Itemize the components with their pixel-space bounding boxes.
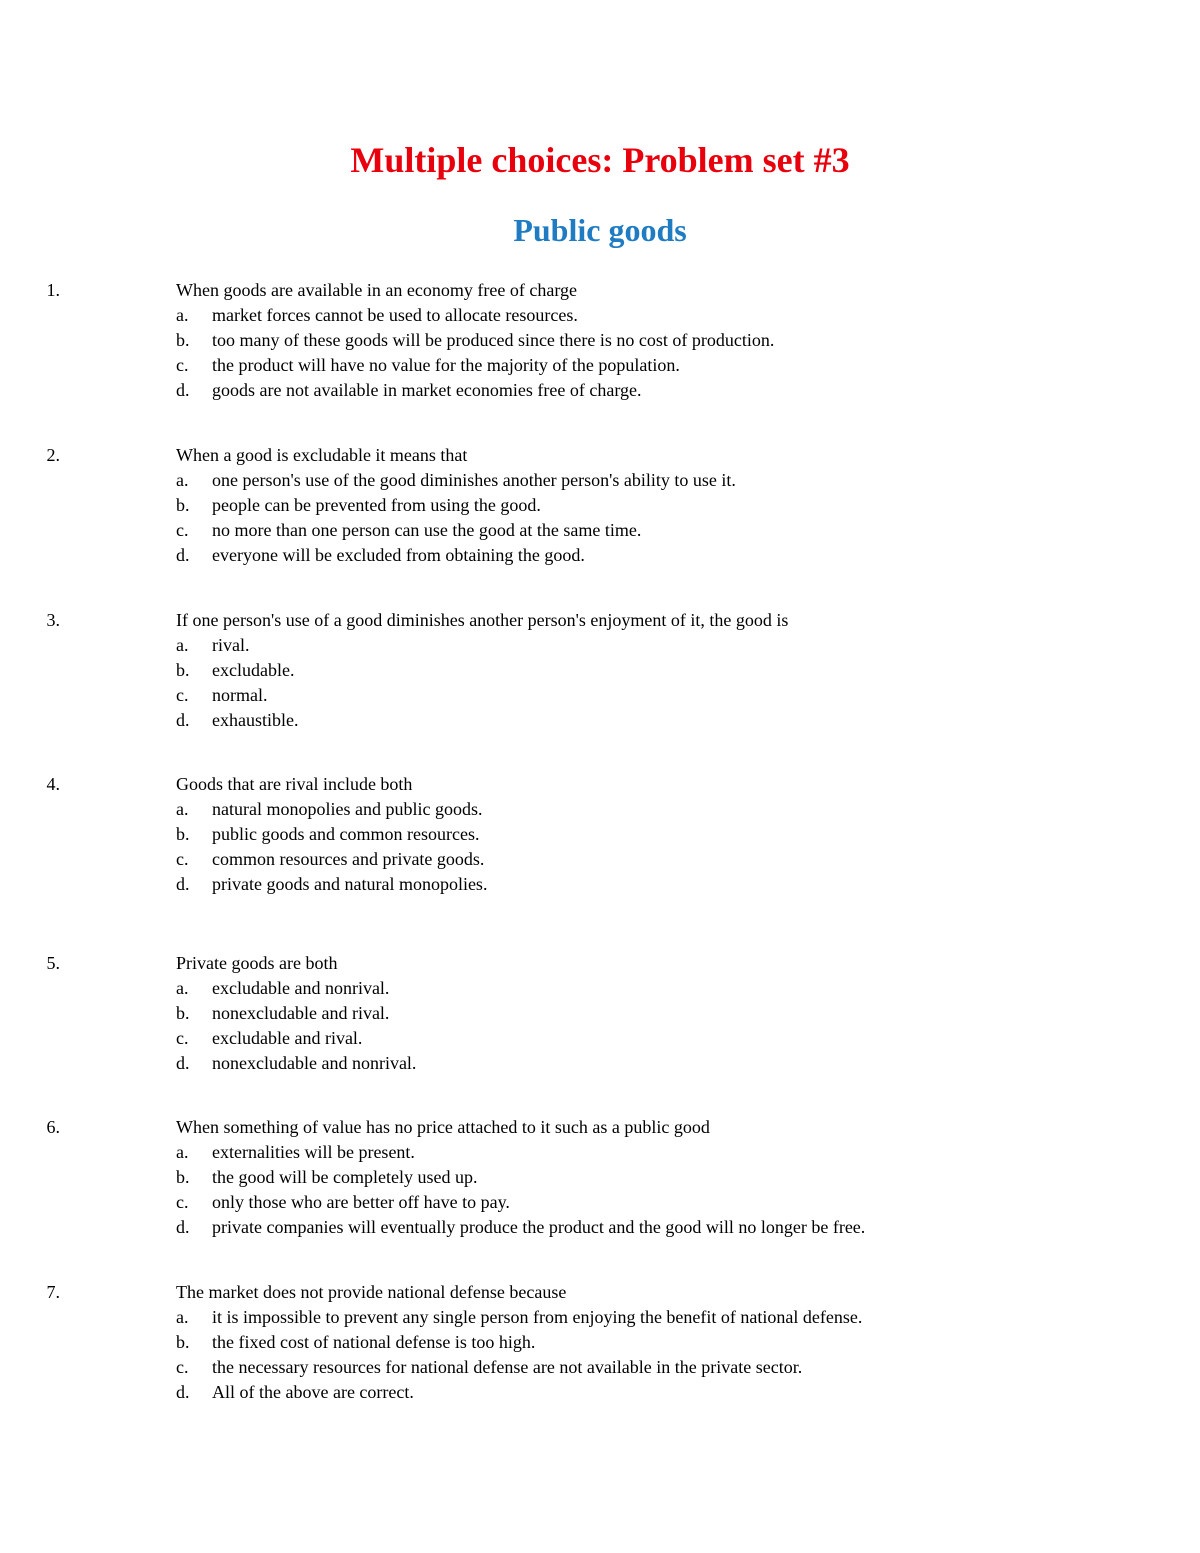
option-text: externalities will be present. (212, 1142, 415, 1162)
question-item (0, 772, 1100, 897)
option-letter: d. (176, 874, 190, 894)
question-item (0, 608, 1100, 733)
answer-option (0, 1380, 1100, 1405)
answer-option (0, 1305, 1100, 1330)
option-letter: d. (176, 545, 190, 565)
option-letter: b. (176, 1167, 190, 1187)
option-text: rival. (212, 635, 250, 655)
answer-option (0, 1165, 1100, 1190)
question-number: 5. (46, 953, 60, 973)
question-text: Private goods are both (176, 953, 338, 973)
option-text: goods are not available in market economies free of charge. (212, 380, 642, 400)
answer-option (0, 1215, 1100, 1240)
answer-option (0, 1190, 1100, 1215)
question-number: 6. (46, 1117, 60, 1137)
answer-option (0, 1026, 1100, 1051)
option-letter: d. (176, 710, 190, 730)
question-item (0, 443, 1100, 568)
option-text: exhaustible. (212, 710, 299, 730)
question-number: 1. (46, 280, 60, 300)
option-letter: d. (176, 380, 190, 400)
answer-option (0, 633, 1100, 658)
answer-option (0, 1140, 1100, 1165)
option-letter: d. (176, 1053, 190, 1073)
option-text: one person's use of the good diminishes another person's ability to use it. (212, 470, 736, 490)
answer-option (0, 872, 1100, 897)
answer-option (0, 1001, 1100, 1026)
answer-option (0, 847, 1100, 872)
question-text: When goods are available in an economy free of charge (176, 280, 577, 300)
answer-option (0, 518, 1100, 543)
question-text: The market does not provide national defense because (176, 1282, 567, 1302)
option-text: only those who are better off have to pay. (212, 1192, 510, 1212)
option-letter: c. (176, 355, 189, 375)
option-text: people can be prevented from using the good. (212, 495, 541, 515)
option-text: private companies will eventually produce the product and the good will no longer be free. (212, 1217, 866, 1237)
option-letter: a. (176, 799, 189, 819)
option-text: nonexcludable and rival. (212, 1003, 390, 1023)
option-text: it is impossible to prevent any single person from enjoying the benefit of national defense. (212, 1307, 863, 1327)
option-text: no more than one person can use the good at the same time. (212, 520, 642, 540)
question-stem (0, 278, 1100, 303)
option-letter: d. (176, 1217, 190, 1237)
question-stem (0, 608, 1100, 633)
option-letter: c. (176, 685, 189, 705)
option-letter: b. (176, 824, 190, 844)
option-letter: c. (176, 1028, 189, 1048)
question-stem (0, 443, 1100, 468)
option-letter: a. (176, 470, 189, 490)
option-text: private goods and natural monopolies. (212, 874, 488, 894)
answer-option (0, 303, 1100, 328)
answer-option (0, 468, 1100, 493)
option-text: the good will be completely used up. (212, 1167, 478, 1187)
option-letter: c. (176, 520, 189, 540)
option-text: market forces cannot be used to allocate resources. (212, 305, 578, 325)
answer-option (0, 378, 1100, 403)
question-number: 4. (46, 774, 60, 794)
question-text: When something of value has no price attached to it such as a public good (176, 1117, 710, 1137)
option-text: All of the above are correct. (212, 1382, 414, 1402)
option-letter: b. (176, 660, 190, 680)
question-text: Goods that are rival include both (176, 774, 413, 794)
option-text: too many of these goods will be produced since there is no cost of production. (212, 330, 775, 350)
question-text: When a good is excludable it means that (176, 445, 468, 465)
option-letter: b. (176, 1003, 190, 1023)
option-text: excludable and nonrival. (212, 978, 390, 998)
question-stem (0, 951, 1100, 976)
option-text: the fixed cost of national defense is too high. (212, 1332, 536, 1352)
answer-option (0, 1355, 1100, 1380)
question-stem (0, 1115, 1100, 1140)
answer-option (0, 543, 1100, 568)
answer-option (0, 797, 1100, 822)
question-text: If one person's use of a good diminishes another person's enjoyment of it, the good is (176, 610, 789, 630)
answer-option (0, 708, 1100, 733)
document-subtitle: Public goods (513, 212, 687, 248)
question-stem (0, 772, 1100, 797)
answer-option (0, 353, 1100, 378)
option-text: normal. (212, 685, 268, 705)
question-number: 7. (46, 1282, 60, 1302)
option-text: nonexcludable and nonrival. (212, 1053, 417, 1073)
option-letter: a. (176, 305, 189, 325)
option-text: everyone will be excluded from obtaining the good. (212, 545, 585, 565)
document-title: Multiple choices: Problem set #3 (350, 140, 850, 180)
option-letter: a. (176, 1142, 189, 1162)
option-text: the necessary resources for national defense are not available in the private sector. (212, 1357, 803, 1377)
option-letter: a. (176, 978, 189, 998)
answer-option (0, 976, 1100, 1001)
question-item (0, 1115, 1100, 1240)
option-text: the product will have no value for the majority of the population. (212, 355, 680, 375)
option-text: excludable. (212, 660, 295, 680)
option-letter: c. (176, 849, 189, 869)
question-number: 3. (46, 610, 60, 630)
option-letter: a. (176, 1307, 189, 1327)
question-stem (0, 1280, 1100, 1305)
answer-option (0, 822, 1100, 847)
option-letter: c. (176, 1357, 189, 1377)
answer-option (0, 1330, 1100, 1355)
option-letter: b. (176, 330, 190, 350)
answer-option (0, 328, 1100, 353)
answer-option (0, 683, 1100, 708)
option-text: public goods and common resources. (212, 824, 480, 844)
option-letter: c. (176, 1192, 189, 1212)
answer-option (0, 658, 1100, 683)
answer-option (0, 493, 1100, 518)
option-letter: b. (176, 495, 190, 515)
option-letter: a. (176, 635, 189, 655)
option-letter: d. (176, 1382, 190, 1402)
question-item (0, 1280, 1100, 1405)
answer-option (0, 1051, 1100, 1076)
question-number: 2. (46, 445, 60, 465)
option-text: common resources and private goods. (212, 849, 485, 869)
option-text: excludable and rival. (212, 1028, 363, 1048)
option-letter: b. (176, 1332, 190, 1352)
question-item (0, 278, 1100, 403)
option-text: natural monopolies and public goods. (212, 799, 483, 819)
question-item (0, 951, 1100, 1076)
